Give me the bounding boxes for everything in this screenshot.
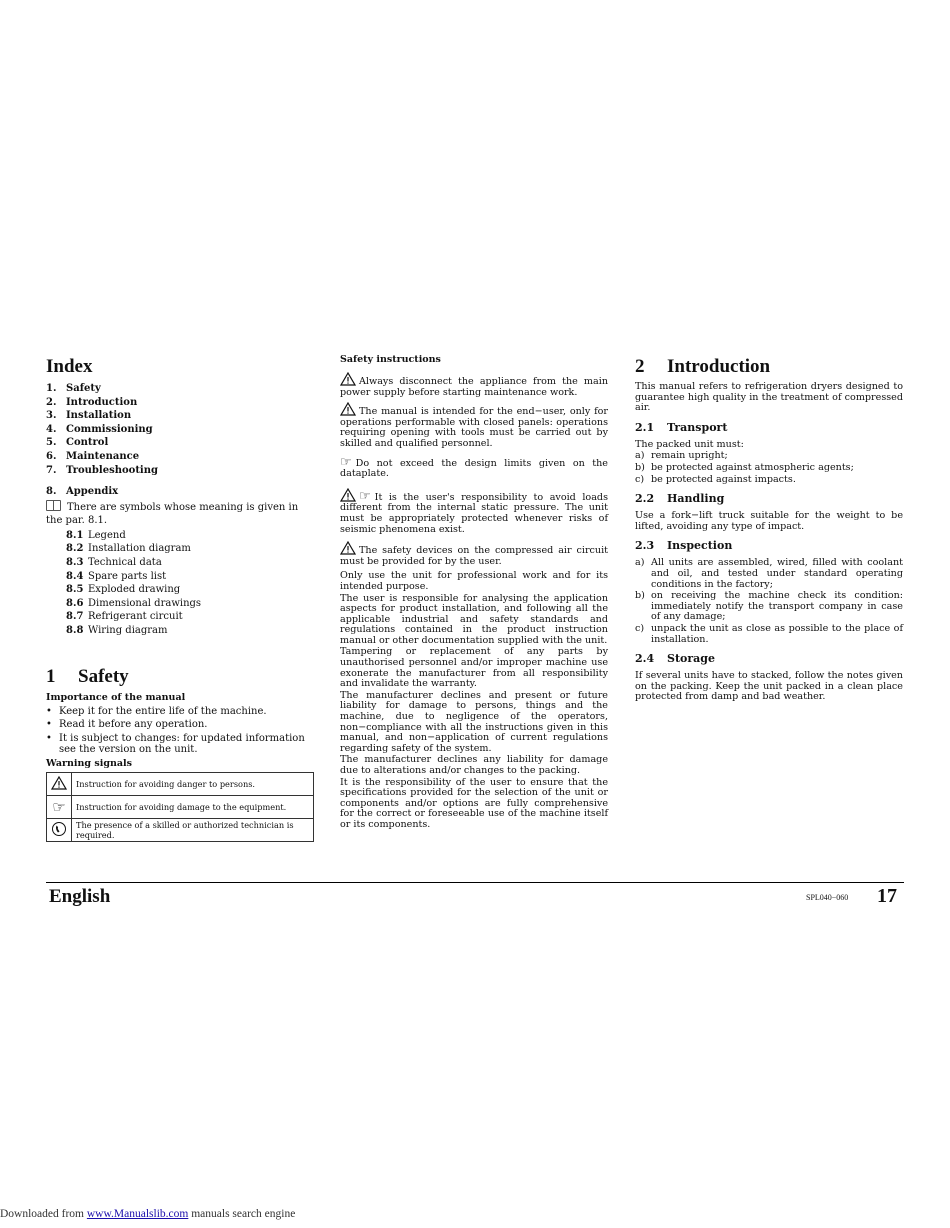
transport-heading: 2.1 Transport bbox=[635, 420, 728, 434]
appendix-item: 8.5 Exploded drawing bbox=[66, 584, 181, 596]
warning-triangle-icon bbox=[340, 402, 356, 416]
bullet-item: • It is subject to changes: for updated information see the version on the unit. bbox=[46, 733, 314, 756]
list-item: a) remain upright; bbox=[635, 450, 728, 462]
importance-heading: Importance of the manual bbox=[46, 691, 186, 703]
appendix-item: 8.1 Legend bbox=[66, 529, 126, 541]
safety-paragraph: The manual is intended for the end−user, only for operations performable with closed panels: operations requiring opening with tools must be carried out by skilled and qualified personnel. bbox=[340, 402, 608, 449]
pointing-hand-icon: ☞ bbox=[340, 454, 352, 470]
index-title: Index bbox=[46, 356, 93, 377]
inspection-heading: 2.3 Inspection bbox=[635, 539, 733, 553]
technician-phone-icon bbox=[47, 818, 72, 841]
appendix-item: 8.2 Installation diagram bbox=[66, 543, 191, 555]
storage-heading: 2.4 Storage bbox=[635, 652, 715, 666]
index-item: 1. Safety bbox=[46, 383, 101, 394]
bullet-item: • Keep it for the entire life of the machine. bbox=[46, 706, 314, 718]
appendix-item: 8.4 Spare parts list bbox=[66, 570, 167, 582]
safety-paragraph: The manufacturer declines and present or future liability for damage to persons, things and the machine, due to negligence of the operators, non−compliance with all the instructions given in this manual, and non−application of current regulations regarding safety of the system. bbox=[340, 689, 608, 754]
footer-divider bbox=[46, 882, 904, 883]
warning-triangle-icon bbox=[340, 488, 356, 502]
index-item: 4. Commissioning bbox=[46, 423, 153, 435]
safety-paragraph: ☞ It is the user's responsibility to avoid loads different from the internal static pressure. The unit must be appropriately protected whenever risks of seismic phenomena exist. bbox=[340, 488, 608, 535]
appendix-item: 8.7 Refrigerant circuit bbox=[66, 611, 183, 623]
intro-paragraph: This manual refers to refrigeration dryers designed to guarantee high quality in the treatment of compressed air. bbox=[635, 381, 903, 414]
safety-paragraph: Tampering or replacement of any parts by unauthorised personnel and/or improper machine use exonerate the manufacturer from all responsibility and invalidate the warranty. bbox=[340, 646, 608, 690]
appendix-item: 8.8 Wiring diagram bbox=[66, 624, 168, 636]
list-item: c) be protected against impacts. bbox=[635, 473, 796, 485]
book-icon bbox=[46, 500, 61, 511]
download-source-line: Downloaded from www.Manualslib.com manuals search engine bbox=[0, 1208, 296, 1220]
safety-paragraph: Only use the unit for professional work and for its intended purpose. bbox=[340, 570, 608, 592]
safety-paragraph: The safety devices on the compressed air circuit must be provided for by the user. bbox=[340, 541, 608, 567]
pointing-hand-icon: ☞ bbox=[47, 795, 72, 818]
column-introduction bbox=[635, 354, 903, 707]
transport-lead: The packed unit must: bbox=[635, 438, 744, 450]
storage-paragraph: If several units have to stacked, follow the notes given on the packing. Keep the unit packed in a clean place protected from damp and bad weather. bbox=[635, 670, 903, 703]
footer-model-code: SPL040−060 bbox=[806, 893, 849, 902]
list-item: b) be protected against atmospheric agents; bbox=[635, 461, 854, 473]
appendix-note: There are symbols whose meaning is given in the par. 8.1. bbox=[46, 501, 299, 526]
pointing-hand-icon: ☞ bbox=[359, 488, 371, 504]
appendix-sublist bbox=[46, 529, 314, 638]
warning-signals-table bbox=[46, 772, 314, 842]
safety-paragraph: ☞ Do not exceed the design limits given on the dataplate. bbox=[340, 454, 608, 480]
table-row bbox=[47, 772, 314, 795]
list-item: c) unpack the unit as close as possible to the place of installation. bbox=[635, 622, 903, 645]
index-item: 6. Maintenance bbox=[46, 450, 140, 462]
table-row bbox=[47, 818, 314, 841]
column-safety-instructions bbox=[340, 354, 608, 832]
index-item: 3. Installation bbox=[46, 410, 132, 422]
warning-triangle-icon bbox=[47, 772, 72, 795]
safety-paragraph: Always disconnect the appliance from the main power supply before starting maintenance work. bbox=[340, 372, 608, 398]
handling-heading: 2.2 Handling bbox=[635, 492, 725, 506]
appendix-item: 8.6 Dimensional drawings bbox=[66, 597, 202, 609]
warning-text: The presence of a skilled or authorized technician is required. bbox=[72, 818, 314, 841]
bullet-item: • Read it before any operation. bbox=[46, 719, 314, 731]
handling-paragraph: Use a fork−lift truck suitable for the weight to be lifted, avoiding any type of impact. bbox=[635, 510, 903, 532]
transport-list bbox=[635, 451, 903, 485]
footer-language: English bbox=[49, 886, 111, 907]
table-row bbox=[47, 795, 314, 818]
appendix-item: 8.3 Technical data bbox=[66, 556, 162, 568]
index-appendix: 8. Appendix bbox=[46, 486, 119, 498]
warning-text: Instruction for avoiding danger to persons. bbox=[72, 772, 314, 795]
inspection-list bbox=[635, 558, 903, 645]
safety-paragraph: It is the responsibility of the user to ensure that the specifications provided for the selection of the unit or components and/or options are fully comprehensive for the correct or foreseeable use of the machine itself or its components. bbox=[340, 776, 608, 830]
manualslib-link[interactable]: www.Manualslib.com bbox=[86, 1208, 189, 1220]
index-item: 5. Control bbox=[46, 437, 109, 449]
safety-paragraph: The manufacturer declines any liability for damage due to alterations and/or changes to the packing. bbox=[340, 754, 608, 776]
page-number: 17 bbox=[877, 885, 897, 907]
index-list bbox=[46, 382, 314, 477]
warning-triangle-icon bbox=[340, 372, 356, 386]
introduction-title: 2 Introduction bbox=[635, 356, 771, 377]
warning-heading: Warning signals bbox=[46, 757, 132, 769]
list-item: a) All units are assembled, wired, filled with coolant and oil, and tested under standard operating conditions in the factory; bbox=[635, 557, 903, 590]
safety-instructions-heading: Safety instructions bbox=[340, 354, 441, 365]
warning-text: Instruction for avoiding damage to the equipment. bbox=[72, 795, 314, 818]
column-index-safety bbox=[46, 354, 314, 842]
safety-paragraph: The user is responsible for analysing the application aspects for product installation, and following all the applicable industrial and safety standards and regulations contained in the product instruction manual or other documentation supplied with the unit. bbox=[340, 592, 608, 646]
safety-title: 1 Safety bbox=[46, 665, 129, 687]
list-item: b) on receiving the machine check its condition: immediately notify the transport company in case of any damage; bbox=[635, 590, 903, 623]
index-item: 7. Troubleshooting bbox=[46, 464, 158, 476]
warning-triangle-icon bbox=[340, 541, 356, 555]
importance-bullets bbox=[46, 706, 314, 756]
index-item: 2. Introduction bbox=[46, 396, 138, 408]
